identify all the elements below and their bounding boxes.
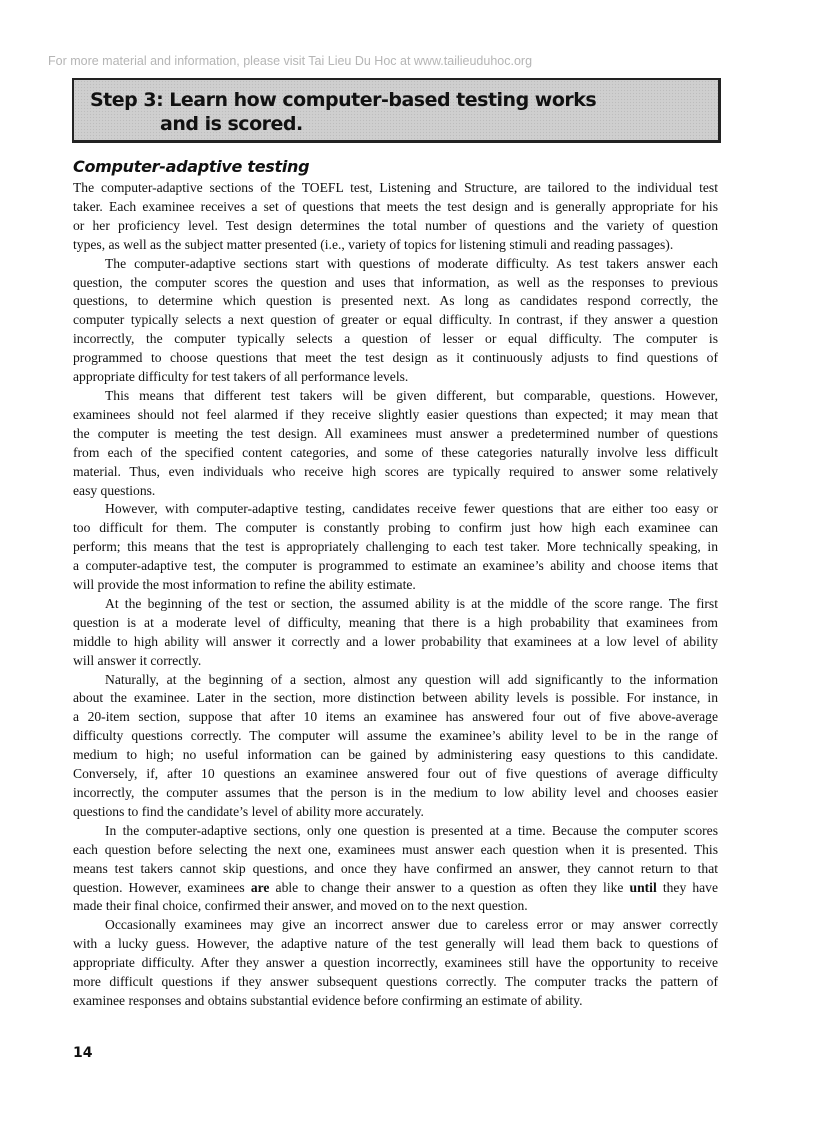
- text-line: means test takers cannot skip questions, and once they have confirmed an answer, they cannot return to that: [73, 860, 718, 876]
- text-line: question, the computer scores the question and uses that information, as well as the responses to previous: [73, 274, 718, 290]
- step-heading: [90, 88, 596, 136]
- body-text: [73, 179, 718, 1011]
- step-heading-line2: and is scored.: [160, 113, 303, 135]
- text-line: with a lucky guess. However, the adaptive nature of the test generally will lead them back to questions of: [73, 936, 718, 952]
- text-line: the computer is meeting the test design. All examinees must answer a predetermined number of questions: [73, 425, 718, 441]
- text-line: examinee responses and obtains substantial evidence before confirming an estimate of ability.: [73, 992, 583, 1008]
- text-line: more difficult questions if they answer subsequent questions correctly. The computer tracks the pattern of: [73, 974, 718, 990]
- text-line: material. Thus, even individuals who receive high scores are typically required to answer some relatively: [73, 463, 718, 479]
- text-line: The computer-adaptive sections start with questions of moderate difficulty. As test takers answer each: [105, 255, 718, 271]
- text-segment: able to change their answer to a question as often they like: [269, 879, 630, 895]
- text-line: This means that different test takers will be given different, but comparable, questions. However,: [105, 387, 718, 403]
- text-line: a 20-item section, suppose that after 10 items an examinee has answered four out of five above-average: [73, 709, 718, 725]
- text-line: about the examinee. Later in the section, more distinction between ability levels is possible. For instance, in: [73, 690, 718, 706]
- text-line: from each of the specified content categories, and some of these categories naturally involve less difficult: [73, 444, 718, 460]
- text-line: [73, 879, 718, 898]
- watermark-link[interactable]: For more material and information, please visit Tai Lieu Du Hoc at www.tailieuduhoc.org: [48, 54, 533, 68]
- text-line: easy questions.: [73, 482, 156, 498]
- text-line: However, with computer-adaptive testing, candidates receive fewer questions that are either too easy or: [105, 501, 718, 517]
- paragraph: [73, 822, 718, 917]
- text-line: incorrectly, the computer assumes that the person is in the medium to low ability level and chooses easier: [73, 785, 718, 800]
- paragraph: [73, 595, 718, 671]
- paragraph: [73, 500, 718, 595]
- paragraph: [73, 916, 718, 1011]
- paragraph: [73, 387, 718, 500]
- text-line: difficulty questions correctly. The computer will assume the examinee’s ability level to be in the range of: [73, 728, 718, 744]
- step-heading-line1: Step 3: Learn how computer-based testing works: [90, 89, 597, 111]
- text-line: In the computer-adaptive sections, only one question is presented at a time. Because the computer scores: [105, 822, 718, 838]
- text-line: Conversely, if, after 10 questions an examinee answered four out of five questions of average difficulty: [73, 766, 718, 782]
- text-line: Naturally, at the beginning of a section, almost any question will add significantly to the information: [105, 671, 718, 687]
- text-line: middle to high ability will answer it correctly and a lower probability that examinees at a low level of ability: [73, 633, 718, 649]
- text-line: or her proficiency level. Test design determines the total number of questions and the variety of question: [73, 217, 718, 233]
- text-line: incorrectly, the computer typically selects a question of lesser or equal difficulty. The computer is: [73, 331, 718, 347]
- text-line: made their final choice, confirmed their answer, and moved on to the next question.: [73, 898, 528, 914]
- text-segment: question. However, examinees: [73, 879, 251, 895]
- text-line: question is at a moderate level of difficulty, meaning that there is a high probability that examinees from: [73, 614, 718, 630]
- paragraph: [73, 179, 718, 255]
- text-line: questions to find the candidate’s level of ability more accurately.: [73, 803, 424, 819]
- text-line: computer typically selects a next question of greater or equal difficulty. In contrast, if they answer a question: [73, 312, 718, 328]
- text-line: taker. Each examinee receives a set of questions that meets the test design and is generally appropriate for his: [73, 198, 718, 214]
- text-segment: they have: [656, 879, 718, 895]
- paragraph: [73, 255, 718, 387]
- text-line: a computer-adaptive test, the computer is programmed to estimate an examinee’s ability and choose items that: [73, 558, 718, 574]
- bold-text: until: [629, 879, 657, 895]
- text-line: medium to high; no useful information can be gained by administering easy questions to this candidate.: [73, 747, 718, 763]
- text-line: will provide the most information to refine the ability estimate.: [73, 577, 416, 593]
- text-line: questions, to determine which question is presented next. As long as candidates respond correctly, the: [73, 293, 718, 309]
- paragraph: [73, 671, 718, 822]
- text-line: examinees should not feel alarmed if they receive slightly easier questions than expected; it may mean that: [73, 406, 718, 422]
- bold-text: are: [250, 879, 270, 895]
- step-header-box: [72, 78, 721, 143]
- page-number: 14: [73, 1045, 93, 1061]
- text-line: programmed to choose questions that meet the test design as it continuously adjusts to find questions of: [73, 350, 718, 366]
- text-line: appropriate difficulty. After they answer a question incorrectly, examinees still have the opportunity to receive: [73, 955, 718, 971]
- text-line: At the beginning of the test or section, the assumed ability is at the middle of the score range. The first: [105, 595, 718, 611]
- text-line: types, as well as the subject matter presented (i.e., variety of topics for listening stimuli and reading passages).: [73, 236, 674, 252]
- section-title: Computer-adaptive testing: [73, 157, 310, 176]
- text-line: too difficult for them. The computer is constantly probing to confirm just how high each examinee can: [73, 520, 718, 536]
- text-line: appropriate difficulty for test takers of all performance levels.: [73, 369, 409, 385]
- text-line: each question before selecting the next one, examinees must answer each question when it is presented. This: [73, 841, 718, 857]
- text-line: perform; this means that the test is appropriately challenging to each test taker. More technically speaking, in: [73, 539, 718, 555]
- text-line: Occasionally examinees may give an incorrect answer due to careless error or may answer correctly: [105, 917, 718, 933]
- text-line: will answer it correctly.: [73, 652, 202, 668]
- text-line: The computer-adaptive sections of the TOEFL test, Listening and Structure, are tailored to the individual test: [73, 180, 718, 195]
